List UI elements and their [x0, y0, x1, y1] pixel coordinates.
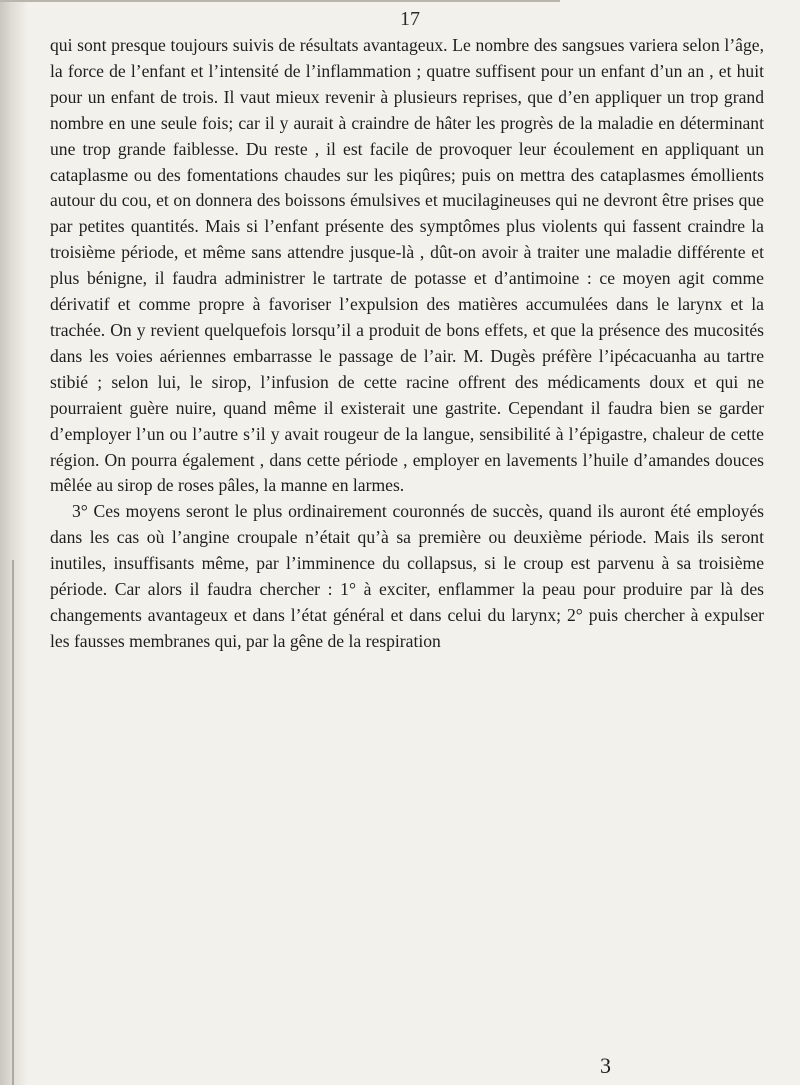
- page-number: 17: [400, 8, 420, 30]
- page-gutter-shadow: [0, 0, 28, 1085]
- paragraph-continued: qui sont presque toujours suivis de résultats avantageux. Le nombre des sangsues variera selon l’âge, la force de l’enfant et l’intensité de l’inflammation ; quatre suffisent pour un enfant d’un an , et huit pour un enfant de trois. Il vaut mieux revenir à plusieurs reprises, que d’en appliquer un trop grand nombre en une seule fois; car il y aurait à craindre de hâter les progrès de la maladie en déterminant une trop grande faiblesse. Du reste , il est facile de provoquer leur écoulement en appliquant un cataplasme ou des fomentations chaudes sur les piqûres; puis on mettra des cataplasmes émollients autour du cou, et on donnera des boissons émulsives et mucilagineuses qui ne devront être prises que par petites quantités. Mais si l’enfant présente des symptômes plus violents qui fassent craindre la troisième période, et même sans attendre jusque-là , dût-on avoir à traiter une maladie différente et plus bénigne, il faudra administrer le tartrate de potasse et d’antimoine : ce moyen agit comme dérivatif et comme propre à favoriser l’expulsion des matières accumulées dans le larynx et la trachée. On y revient quelquefois lorsqu’il a produit de bons effets, et que la présence des mucosités dans les voies aériennes embarrasse le passage de l’air. M. Dugès préfère l’ipécacuanha au tartre stibié ; selon lui, le sirop, l’infusion de cette racine offrent des médicaments doux et qui ne pourraient guère nuire, quand même il existerait une gastrite. Cependant il faudra bien se garder d’employer l’un ou l’autre s’il y avait rougeur de la langue, sensibilité à l’épigastre, chaleur de cette région. On pourra également , dans cette période , employer en lavements l’huile d’amandes douces mêlée au sirop de roses pâles, la manne en larmes.: [50, 35, 764, 496]
- body-text: [50, 33, 764, 655]
- paragraph-section-3: 3° Ces moyens seront le plus ordinairement couronnés de succès, quand ils auront été employés dans les cas où l’angine croupale n’était qu’à sa première ou deuxième période. Mais ils seront inutiles, insuffisants même, par l’imminence du collapsus, si le croup est parvenu à sa troisième période. Car alors il faudra chercher : 1° à exciter, enflammer la peau pour produire par là des changements avantageux et dans l’état général et dans celui du larynx; 2° puis chercher à expulser les fausses membranes qui, par la gêne de la respiration: [50, 501, 764, 651]
- binding-edge-line: [12, 560, 14, 1085]
- signature-mark: 3: [600, 1053, 611, 1078]
- top-edge-rule: [0, 0, 560, 2]
